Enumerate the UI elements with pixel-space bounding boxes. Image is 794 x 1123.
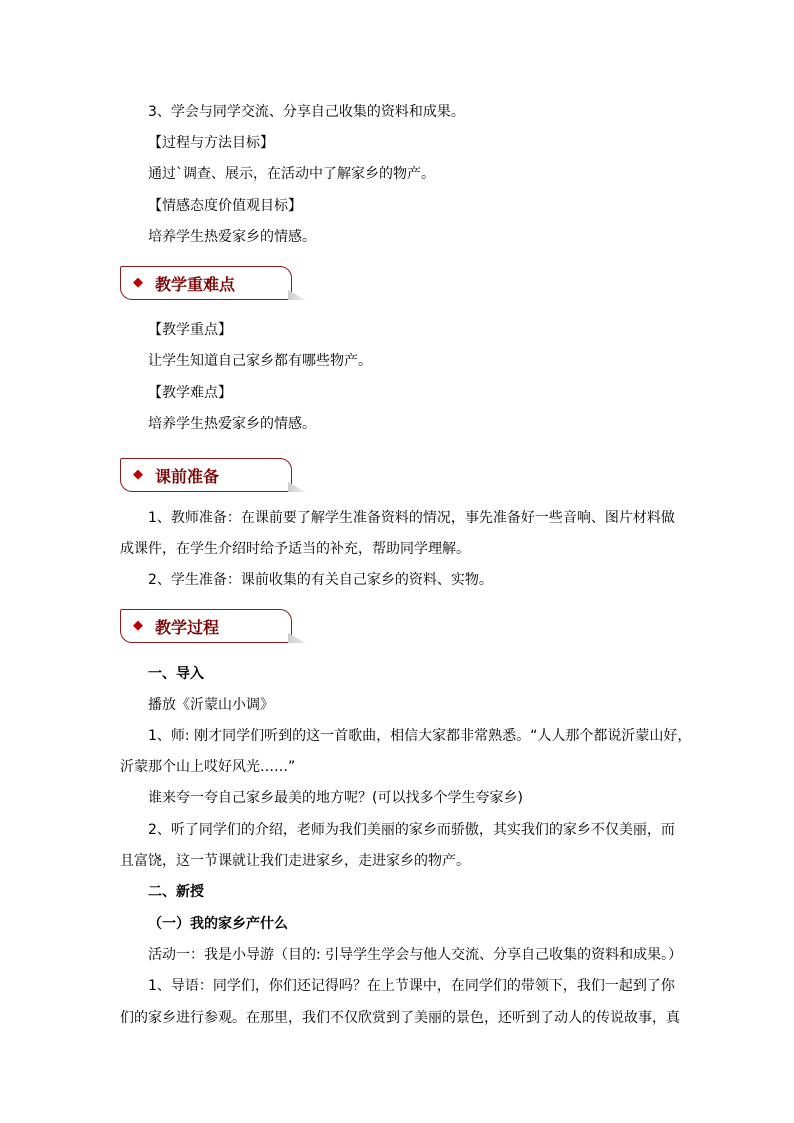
heading-subsection: （一）我的家乡产什么 [148, 916, 288, 932]
subheading: 【情感态度价值观目标】 [148, 198, 302, 214]
subheading: 【教学难点】 [148, 385, 232, 401]
body-text: 2、听了同学们的介绍，老师为我们美丽的家乡而骄傲，其实我们的家乡不仅美丽，而 [148, 822, 675, 838]
body-text: 通过`调查、展示，在活动中了解家乡的物产。 [148, 166, 435, 182]
body-text: 谁来夸一夸自己家乡最美的地方呢？(可以找多个学生夸家乡) [148, 790, 523, 806]
body-text: 让学生知道自己家乡都有哪些物产。 [148, 353, 372, 369]
body-text: 活动一：我是小导游（目的: 引导学生学会与他人交流、分享自己收集的资料和成果。） [148, 947, 683, 963]
body-text: 2、学生准备：课前收集的有关自己家乡的资料、实物。 [148, 572, 493, 588]
subheading: 【教学重点】 [148, 322, 232, 338]
section-header-prep [120, 458, 292, 492]
objective-line: 3、学会与同学交流、分享自己收集的资料和成果。 [148, 104, 465, 120]
section-title: 课前准备 [155, 467, 220, 486]
section-header-focus [120, 266, 292, 300]
section-title: 教学重难点 [155, 275, 236, 294]
body-text: 成课件，在学生介绍时给予适当的补充，帮助同学理解。 [120, 541, 470, 557]
body-text: 们的家乡进行参观。在那里，我们不仅欣赏到了美丽的景色，还听到了动人的传说故事，真 [120, 1010, 680, 1026]
heading-new-lesson: 二、新授 [148, 884, 204, 900]
diamond-bullet-icon: ◆ [133, 467, 143, 482]
body-text: 1、师: 刚才同学们听到的这一首歌曲，相信大家都非常熟悉。“人人那个都说沂蒙山好， [148, 728, 692, 744]
body-text: 培养学生热爱家乡的情感。 [148, 229, 316, 245]
body-text: 播放《沂蒙山小调》 [148, 697, 274, 713]
body-text: 1、教师准备：在课前要了解学生准备资料的情况，事先准备好一些音响、图片材料做 [148, 510, 675, 526]
body-text: 1、导语：同学们，你们还记得吗？在上节课中，在同学们的带领下，我们一起到了你 [148, 978, 675, 994]
section-title: 教学过程 [155, 618, 220, 637]
body-text: 沂蒙那个山上哎好风光……” [120, 759, 296, 775]
subheading: 【过程与方法目标】 [148, 135, 274, 151]
body-text: 培养学生热爱家乡的情感。 [148, 416, 316, 432]
body-text: 且富饶，这一节课就让我们走进家乡，走进家乡的物产。 [120, 853, 470, 869]
heading-intro: 一、导入 [148, 666, 204, 682]
section-header-process [120, 609, 292, 643]
diamond-bullet-icon: ◆ [133, 275, 143, 290]
diamond-bullet-icon: ◆ [133, 618, 143, 633]
